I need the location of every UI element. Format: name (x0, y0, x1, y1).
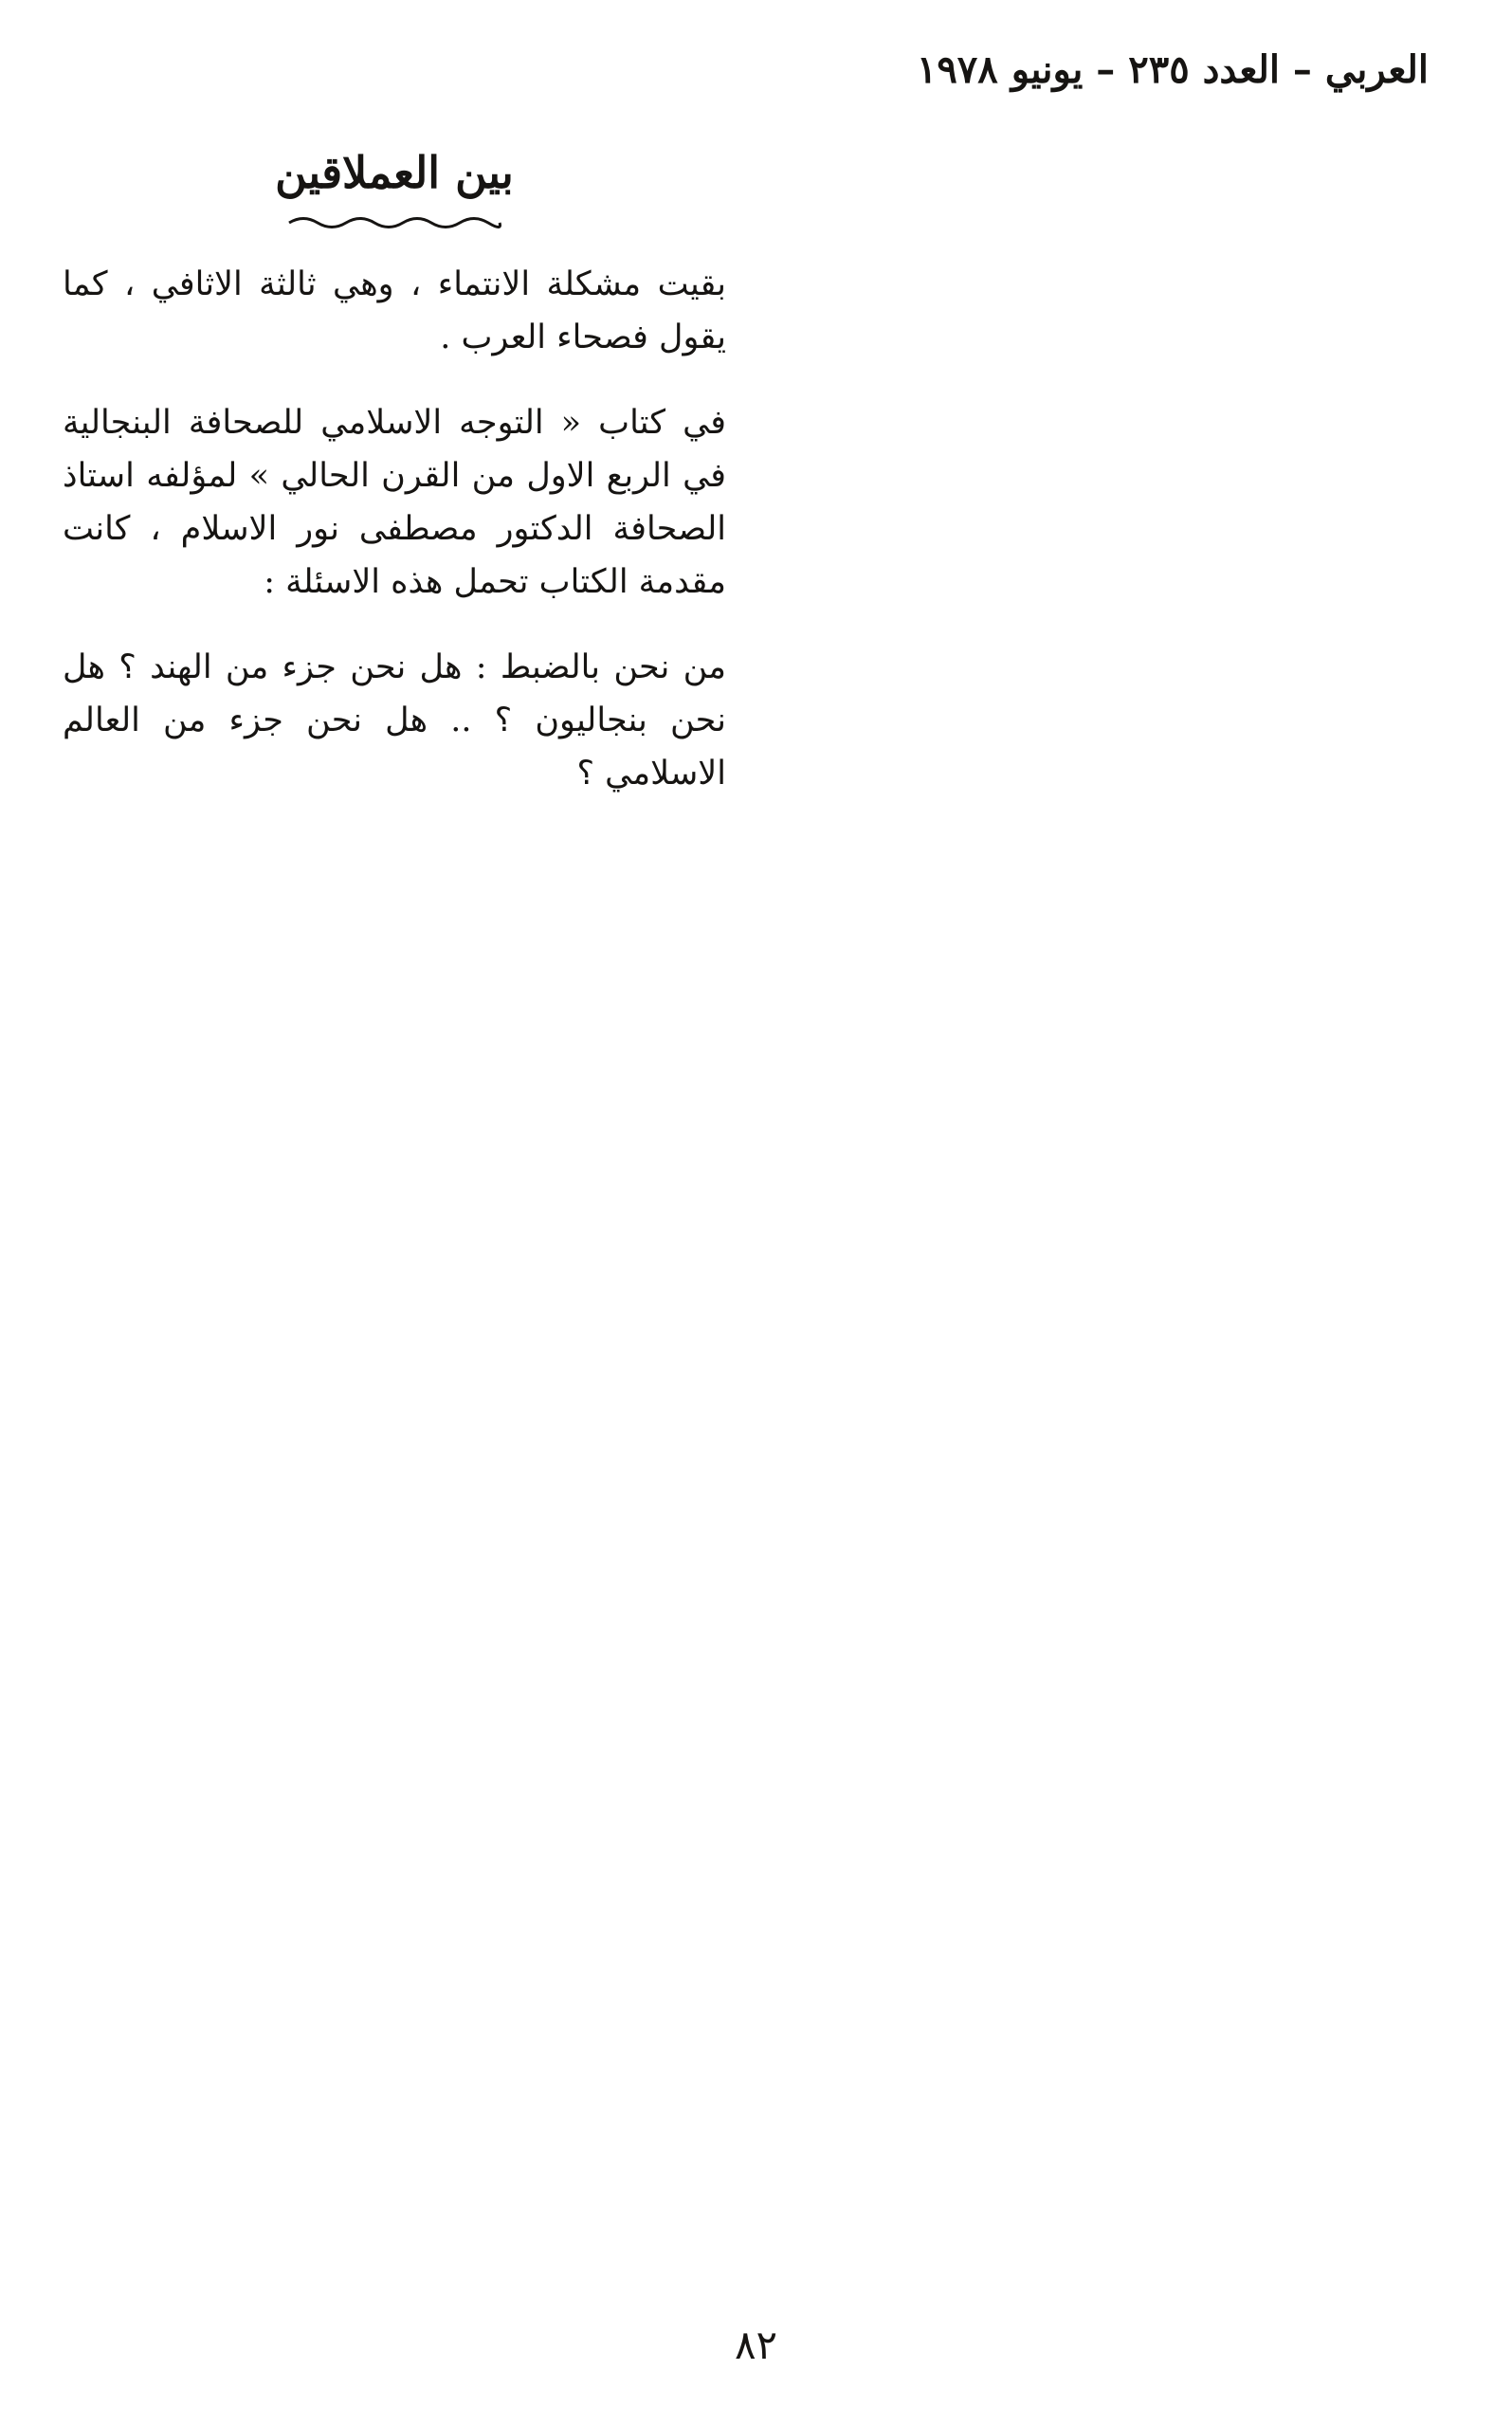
left-column (63, 142, 726, 832)
title-underline-ornament (285, 212, 503, 233)
page-number: ٨٢ (734, 2322, 778, 2368)
left-paragraph-1: بقيت مشكلة الانتماء ، وهي ثالثة الاثافي ، كما يقول فصحاء العرب . (63, 265, 726, 357)
running-head: العربي – العدد ٢٣٥ – يونيو ١٩٧٨ (916, 47, 1429, 92)
left-paragraph-3: من نحن بالضبط : هل نحن جزء من الهند ؟ هل نحن بنجاليون ؟ .. هل نحن جزء من العالم الاسلامي ؟ (63, 648, 726, 793)
section-title: بين العملاقين (275, 147, 514, 198)
left-paragraph-2: في كتاب « التوجه الاسلامي للصحافة البنجالية في الربع الاول من القرن الحالي » لمؤلفه استاذ الصحافة الدكتور مصطفى نور الاسلام ، كانت مقدمة الكتاب تحمل هذه الاسئلة : (63, 404, 726, 602)
